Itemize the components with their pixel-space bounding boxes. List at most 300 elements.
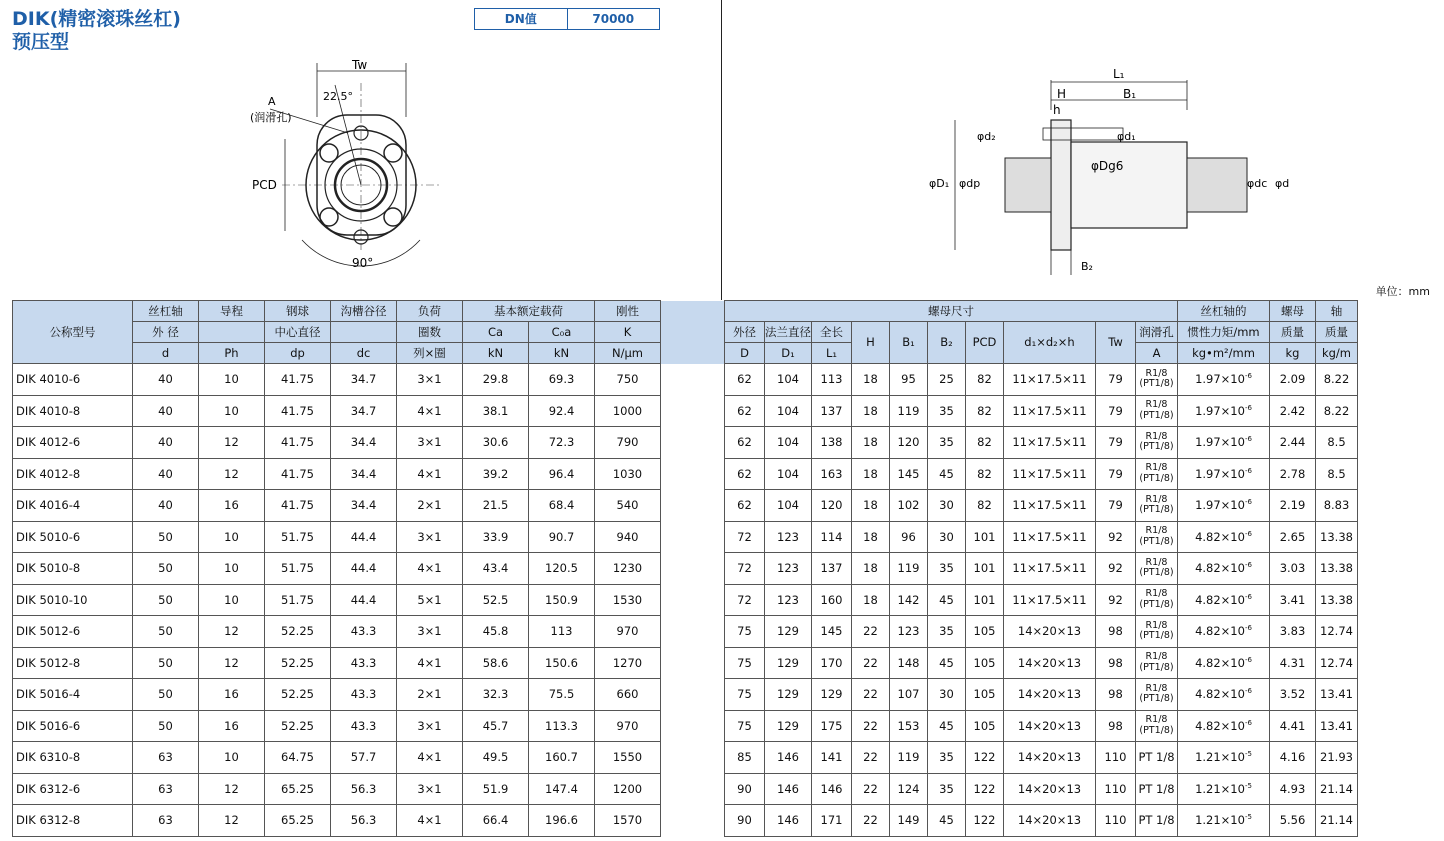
col-nutmass-2: 质量 <box>1270 322 1316 343</box>
cell-D1: 104 <box>765 458 812 490</box>
cell-D1: 146 <box>765 773 812 805</box>
inertia-mantissa: 4.82×10 <box>1195 687 1245 702</box>
d1-label: φd₁ <box>1117 130 1136 143</box>
cell-d: 50 <box>133 616 199 648</box>
cell-lube-hole <box>1136 805 1178 837</box>
cell-ca: 49.5 <box>463 742 529 774</box>
col-inertia-3: kg•m²/mm <box>1178 343 1270 364</box>
cell-circ: 3×1 <box>397 710 463 742</box>
gap <box>661 364 725 396</box>
cell-PCD: 122 <box>966 742 1004 774</box>
cell-bolt: 11×17.5×11 <box>1004 490 1096 522</box>
cell-ph: 10 <box>199 395 265 427</box>
col-groove-1: 沟槽谷径 <box>331 301 397 322</box>
cell-inertia <box>1178 584 1270 616</box>
cell-D: 62 <box>725 427 765 459</box>
cell-dc: 43.3 <box>331 710 397 742</box>
cell-L1: 137 <box>812 553 852 585</box>
inertia-mantissa: 4.82×10 <box>1195 529 1245 544</box>
col-groove-3: dc <box>331 343 397 364</box>
cell-d: 50 <box>133 710 199 742</box>
cell-bolt: 14×20×13 <box>1004 710 1096 742</box>
dc-label: φdc <box>1247 177 1268 190</box>
cell-nut-mass: 3.03 <box>1270 553 1316 585</box>
inertia-exponent: -6 <box>1244 498 1252 507</box>
cell-H: 22 <box>852 647 890 679</box>
cell-shaft-mass: 21.93 <box>1316 742 1358 774</box>
cell-ph: 16 <box>199 710 265 742</box>
cell-ca: 51.9 <box>463 773 529 805</box>
cell-L1: 175 <box>812 710 852 742</box>
cell-nut-mass: 3.83 <box>1270 616 1316 648</box>
cell-circ: 3×1 <box>397 427 463 459</box>
cell-Tw: 98 <box>1096 710 1136 742</box>
lube-hole-line-1: R1/8 <box>1145 619 1168 631</box>
cell-shaft-mass: 13.41 <box>1316 679 1358 711</box>
lube-hole-line-2: (PT1/8) <box>1139 472 1174 484</box>
gap <box>661 553 725 585</box>
cell-L1: 171 <box>812 805 852 837</box>
cell-bolt: 11×17.5×11 <box>1004 364 1096 396</box>
cell-L1: 170 <box>812 647 852 679</box>
col-B1: B₁ <box>890 322 928 364</box>
col-circ-2: 圈数 <box>397 322 463 343</box>
col-circ-3: 列×圈 <box>397 343 463 364</box>
inertia-exponent: -5 <box>1244 750 1252 759</box>
cell-D1: 146 <box>765 805 812 837</box>
cell-shaft-mass: 8.22 <box>1316 395 1358 427</box>
cell-d: 50 <box>133 647 199 679</box>
cell-PCD: 105 <box>966 679 1004 711</box>
table-row <box>13 679 1358 711</box>
cell-nut-mass: 5.56 <box>1270 805 1316 837</box>
col-D-1: 外径 <box>725 322 765 343</box>
cell-Tw: 98 <box>1096 679 1136 711</box>
lube-hole-line-1: PT 1/8 <box>1138 750 1175 764</box>
cell-shaft-mass: 8.5 <box>1316 427 1358 459</box>
cell-H: 18 <box>852 490 890 522</box>
cell-bolt: 14×20×13 <box>1004 679 1096 711</box>
cell-B1: 123 <box>890 616 928 648</box>
cell-d: 63 <box>133 773 199 805</box>
inertia-exponent: -6 <box>1244 592 1252 601</box>
col-Dfl-2: D₁ <box>765 343 812 364</box>
inertia-exponent: -6 <box>1244 561 1252 570</box>
cell-dp: 41.75 <box>265 490 331 522</box>
col-lead-1: 导程 <box>199 301 265 322</box>
cell-model: DIK 6310-8 <box>13 742 133 774</box>
cell-D: 62 <box>725 458 765 490</box>
cell-shaft-mass: 13.38 <box>1316 553 1358 585</box>
col-Dfl-1: 法兰直径 <box>765 322 812 343</box>
col-shaft-2: 外 径 <box>133 322 199 343</box>
cell-c0a: 147.4 <box>529 773 595 805</box>
table-row <box>13 710 1358 742</box>
cell-ca: 29.8 <box>463 364 529 396</box>
a-label: A <box>268 95 276 108</box>
cell-B2: 35 <box>928 616 966 648</box>
cell-dc: 34.4 <box>331 458 397 490</box>
cell-ph: 10 <box>199 584 265 616</box>
cell-ca: 32.3 <box>463 679 529 711</box>
cell-d: 40 <box>133 364 199 396</box>
cell-ph: 12 <box>199 458 265 490</box>
cell-Tw: 79 <box>1096 427 1136 459</box>
cell-inertia <box>1178 710 1270 742</box>
inertia-mantissa: 4.82×10 <box>1195 718 1245 733</box>
cell-B2: 45 <box>928 458 966 490</box>
cell-B1: 120 <box>890 427 928 459</box>
cell-H: 18 <box>852 364 890 396</box>
cell-circ: 4×1 <box>397 647 463 679</box>
cell-Tw: 79 <box>1096 490 1136 522</box>
table-row <box>13 553 1358 585</box>
cell-ph: 10 <box>199 521 265 553</box>
cell-model: DIK 4012-8 <box>13 458 133 490</box>
cell-D1: 129 <box>765 647 812 679</box>
angle-label: 22.5° <box>323 90 353 103</box>
cell-dc: 44.4 <box>331 553 397 585</box>
cell-dp: 51.75 <box>265 521 331 553</box>
cell-bolt: 14×20×13 <box>1004 805 1096 837</box>
col-ball-2: 中心直径 <box>265 322 331 343</box>
cell-PCD: 82 <box>966 364 1004 396</box>
cell-dc: 44.4 <box>331 584 397 616</box>
cell-dp: 41.75 <box>265 458 331 490</box>
gap <box>661 647 725 679</box>
col-inertia-2: 惯性力矩/mm <box>1178 322 1270 343</box>
cell-k: 1530 <box>595 584 661 616</box>
cell-c0a: 113 <box>529 616 595 648</box>
lube-hole-line-2: (PT1/8) <box>1139 661 1174 673</box>
lube-hole-label: (润滑孔) <box>250 111 292 124</box>
cell-B2: 45 <box>928 710 966 742</box>
cell-B2: 35 <box>928 773 966 805</box>
dn-value-box <box>474 8 660 30</box>
cell-k: 1550 <box>595 742 661 774</box>
cell-Tw: 79 <box>1096 364 1136 396</box>
cell-D: 62 <box>725 490 765 522</box>
cell-ph: 10 <box>199 742 265 774</box>
cell-ph: 12 <box>199 616 265 648</box>
cell-circ: 4×1 <box>397 553 463 585</box>
cell-D: 72 <box>725 521 765 553</box>
col-shaft-1: 丝杠轴 <box>133 301 199 322</box>
inertia-mantissa: 1.97×10 <box>1195 435 1245 450</box>
cell-k: 790 <box>595 427 661 459</box>
cell-D1: 123 <box>765 521 812 553</box>
cell-d: 40 <box>133 490 199 522</box>
cell-D: 62 <box>725 395 765 427</box>
lube-hole-line-2: (PT1/8) <box>1139 409 1174 421</box>
col-H: H <box>852 322 890 364</box>
cell-inertia <box>1178 742 1270 774</box>
cell-model: DIK 5010-8 <box>13 553 133 585</box>
cell-lube-hole <box>1136 364 1178 396</box>
cell-B2: 45 <box>928 647 966 679</box>
cell-c0a: 96.4 <box>529 458 595 490</box>
cell-ph: 12 <box>199 773 265 805</box>
cell-B2: 35 <box>928 553 966 585</box>
cell-dp: 51.75 <box>265 584 331 616</box>
cell-B1: 96 <box>890 521 928 553</box>
cell-model: DIK 4012-6 <box>13 427 133 459</box>
cell-lube-hole <box>1136 427 1178 459</box>
cell-H: 18 <box>852 521 890 553</box>
cell-H: 18 <box>852 553 890 585</box>
dn-value: 70000 <box>592 12 635 26</box>
cell-model: DIK 6312-8 <box>13 805 133 837</box>
cell-d: 50 <box>133 521 199 553</box>
cell-PCD: 82 <box>966 427 1004 459</box>
lube-hole-line-2: (PT1/8) <box>1139 535 1174 547</box>
col-bolt: d₁×d₂×h <box>1004 322 1096 364</box>
gap <box>661 301 725 364</box>
inertia-exponent: -5 <box>1244 813 1252 822</box>
cell-ph: 12 <box>199 805 265 837</box>
cell-c0a: 68.4 <box>529 490 595 522</box>
cell-ca: 58.6 <box>463 647 529 679</box>
cell-nut-mass: 2.09 <box>1270 364 1316 396</box>
lube-hole-line-1: PT 1/8 <box>1138 781 1175 796</box>
cell-B1: 107 <box>890 679 928 711</box>
cell-k: 940 <box>595 521 661 553</box>
inertia-exponent: -6 <box>1244 372 1252 381</box>
cell-circ: 4×1 <box>397 742 463 774</box>
cell-PCD: 82 <box>966 490 1004 522</box>
b1-label: B₁ <box>1123 87 1137 101</box>
lube-hole-line-1: R1/8 <box>1145 525 1168 537</box>
l1-label: L₁ <box>1113 67 1125 81</box>
cell-model: DIK 5012-8 <box>13 647 133 679</box>
col-shaftmass-3: kg/m <box>1316 343 1358 364</box>
cell-dp: 41.75 <box>265 364 331 396</box>
cell-ca: 38.1 <box>463 395 529 427</box>
inertia-exponent: -6 <box>1244 655 1252 664</box>
cell-dc: 34.4 <box>331 490 397 522</box>
gap <box>661 427 725 459</box>
cell-dp: 52.25 <box>265 647 331 679</box>
nut-side-view-drawing <box>925 60 1305 280</box>
cell-D1: 104 <box>765 490 812 522</box>
inertia-mantissa: 4.82×10 <box>1195 561 1245 576</box>
table-row <box>13 805 1358 837</box>
col-c0a-1: C₀a <box>529 322 595 343</box>
lube-hole-line-1: R1/8 <box>1145 556 1168 568</box>
cell-D1: 129 <box>765 616 812 648</box>
cell-dp: 64.75 <box>265 742 331 774</box>
cell-dc: 56.3 <box>331 773 397 805</box>
cell-shaft-mass: 13.41 <box>1316 710 1358 742</box>
inertia-mantissa: 1.97×10 <box>1195 498 1245 513</box>
cell-Tw: 92 <box>1096 584 1136 616</box>
cell-inertia <box>1178 427 1270 459</box>
cell-B1: 119 <box>890 395 928 427</box>
cell-H: 22 <box>852 616 890 648</box>
cell-D1: 123 <box>765 584 812 616</box>
cell-L1: 160 <box>812 584 852 616</box>
d-label: φd <box>1275 177 1290 190</box>
cell-PCD: 101 <box>966 584 1004 616</box>
cell-dp: 52.25 <box>265 710 331 742</box>
col-shaftmass-1: 轴 <box>1316 301 1358 322</box>
col-circ-1: 负荷 <box>397 301 463 322</box>
cell-lube-hole <box>1136 458 1178 490</box>
inertia-exponent: -6 <box>1244 687 1252 696</box>
cell-model: DIK 5010-6 <box>13 521 133 553</box>
cell-c0a: 69.3 <box>529 364 595 396</box>
cell-D: 85 <box>725 742 765 774</box>
cell-H: 18 <box>852 584 890 616</box>
col-groove-2 <box>331 322 397 343</box>
cell-c0a: 113.3 <box>529 710 595 742</box>
cell-c0a: 72.3 <box>529 427 595 459</box>
cell-B1: 102 <box>890 490 928 522</box>
cell-L1: 141 <box>812 742 852 774</box>
cell-d: 63 <box>133 742 199 774</box>
lube-hole-line-1: R1/8 <box>1145 430 1168 442</box>
cell-D: 75 <box>725 710 765 742</box>
lube-hole-line-2: (PT1/8) <box>1139 724 1174 736</box>
cell-inertia <box>1178 521 1270 553</box>
cell-D: 90 <box>725 773 765 805</box>
cell-model: DIK 5012-6 <box>13 616 133 648</box>
cell-dp: 65.25 <box>265 805 331 837</box>
lube-hole-line-2: (PT1/8) <box>1139 630 1174 642</box>
lube-hole-line-2: (PT1/8) <box>1139 693 1174 705</box>
col-stiff-3: N/μm <box>595 343 661 364</box>
cell-lube-hole <box>1136 616 1178 648</box>
cell-model: DIK 6312-6 <box>13 773 133 805</box>
cell-D1: 129 <box>765 679 812 711</box>
cell-PCD: 82 <box>966 395 1004 427</box>
cell-B2: 25 <box>928 364 966 396</box>
cell-D: 72 <box>725 584 765 616</box>
cell-c0a: 92.4 <box>529 395 595 427</box>
inertia-exponent: -6 <box>1244 466 1252 475</box>
cell-dc: 44.4 <box>331 521 397 553</box>
col-lead-2 <box>199 322 265 343</box>
inertia-mantissa: 1.21×10 <box>1195 813 1245 828</box>
cell-L1: 145 <box>812 616 852 648</box>
cell-B1: 119 <box>890 742 928 774</box>
col-L1-1: 全长 <box>812 322 852 343</box>
cell-k: 1270 <box>595 647 661 679</box>
cell-circ: 4×1 <box>397 805 463 837</box>
cell-k: 1030 <box>595 458 661 490</box>
cell-bolt: 11×17.5×11 <box>1004 427 1096 459</box>
cell-dp: 41.75 <box>265 395 331 427</box>
cell-H: 22 <box>852 773 890 805</box>
cell-D1: 104 <box>765 427 812 459</box>
cell-shaft-mass: 21.14 <box>1316 773 1358 805</box>
d2-label: φd₂ <box>977 130 996 143</box>
cell-nut-mass: 4.93 <box>1270 773 1316 805</box>
cell-Tw: 92 <box>1096 521 1136 553</box>
table-row <box>13 458 1358 490</box>
cell-nut-mass: 4.16 <box>1270 742 1316 774</box>
b2-label: B₂ <box>1081 260 1093 273</box>
cell-B1: 148 <box>890 647 928 679</box>
table-row <box>13 742 1358 774</box>
cell-H: 22 <box>852 742 890 774</box>
cell-dp: 65.25 <box>265 773 331 805</box>
cell-D1: 104 <box>765 364 812 396</box>
cell-L1: 137 <box>812 395 852 427</box>
cell-L1: 129 <box>812 679 852 711</box>
cell-L1: 113 <box>812 364 852 396</box>
cell-inertia <box>1178 395 1270 427</box>
cell-shaft-mass: 12.74 <box>1316 616 1358 648</box>
cell-inertia <box>1178 805 1270 837</box>
cell-bolt: 14×20×13 <box>1004 616 1096 648</box>
col-lube-2: A <box>1136 343 1178 364</box>
cell-circ: 3×1 <box>397 616 463 648</box>
cell-shaft-mass: 12.74 <box>1316 647 1358 679</box>
cell-ca: 45.8 <box>463 616 529 648</box>
cell-B1: 142 <box>890 584 928 616</box>
col-stiff-1: 刚性 <box>595 301 661 322</box>
col-stiff-2: K <box>595 322 661 343</box>
cell-inertia <box>1178 490 1270 522</box>
cell-d: 50 <box>133 584 199 616</box>
inertia-mantissa: 4.82×10 <box>1195 592 1245 607</box>
cell-B1: 145 <box>890 458 928 490</box>
inertia-exponent: -6 <box>1244 435 1252 444</box>
col-ball-1: 钢球 <box>265 301 331 322</box>
cell-PCD: 105 <box>966 616 1004 648</box>
cell-ca: 39.2 <box>463 458 529 490</box>
cell-PCD: 122 <box>966 773 1004 805</box>
col-PCD: PCD <box>966 322 1004 364</box>
cell-L1: 114 <box>812 521 852 553</box>
lube-hole-line-1: R1/8 <box>1145 682 1168 694</box>
inertia-mantissa: 1.97×10 <box>1195 403 1245 418</box>
cell-L1: 146 <box>812 773 852 805</box>
col-ball-3: dp <box>265 343 331 364</box>
table-row <box>13 427 1358 459</box>
cell-L1: 163 <box>812 458 852 490</box>
cell-nut-mass: 4.31 <box>1270 647 1316 679</box>
table-row <box>13 521 1358 553</box>
cell-nut-mass: 3.41 <box>1270 584 1316 616</box>
lube-hole-line-2: (PT1/8) <box>1139 441 1174 453</box>
cell-D1: 129 <box>765 710 812 742</box>
cell-Tw: 110 <box>1096 773 1136 805</box>
lube-hole-line-2: (PT1/8) <box>1139 504 1174 516</box>
cell-bolt: 14×20×13 <box>1004 742 1096 774</box>
cell-bolt: 14×20×13 <box>1004 647 1096 679</box>
spec-table <box>12 300 1358 837</box>
table-row <box>13 616 1358 648</box>
cell-lube-hole <box>1136 553 1178 585</box>
cell-B1: 149 <box>890 805 928 837</box>
cell-dc: 34.4 <box>331 427 397 459</box>
cell-B1: 124 <box>890 773 928 805</box>
cell-H: 22 <box>852 679 890 711</box>
col-B2: B₂ <box>928 322 966 364</box>
cell-k: 540 <box>595 490 661 522</box>
title-line-2: 预压型 <box>12 31 70 53</box>
col-shaft-3: d <box>133 343 199 364</box>
cell-ph: 10 <box>199 553 265 585</box>
col-c0a-2: kN <box>529 343 595 364</box>
gap <box>661 458 725 490</box>
cell-nut-mass: 4.41 <box>1270 710 1316 742</box>
col-nut: 螺母尺寸 <box>725 301 1178 322</box>
dn-label: DN值 <box>475 9 568 29</box>
cell-H: 22 <box>852 805 890 837</box>
